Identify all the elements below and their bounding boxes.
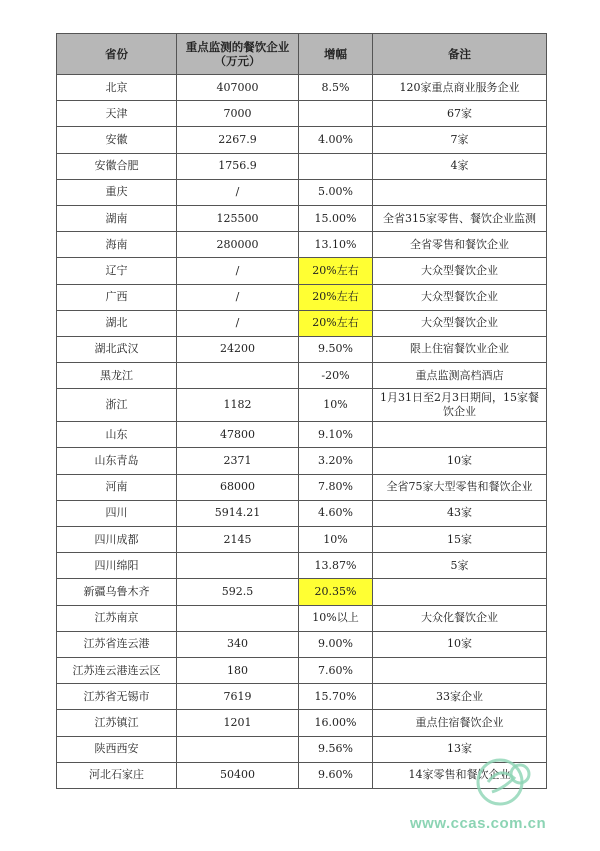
table-row <box>57 710 547 736</box>
table-row <box>57 336 547 362</box>
table-row <box>57 500 547 526</box>
cell-province: 新疆乌鲁木齐 <box>57 579 177 605</box>
cell-growth: 13.87% <box>299 553 373 579</box>
data-table <box>56 33 547 789</box>
table-row <box>57 448 547 474</box>
cell-province: 山东 <box>57 422 177 448</box>
cell-province: 四川绵阳 <box>57 553 177 579</box>
cell-growth: 9.10% <box>299 422 373 448</box>
cell-growth: 20%左右 <box>299 284 373 310</box>
cell-note: 大众化餐饮企业 <box>373 605 547 631</box>
table-row <box>57 527 547 553</box>
cell-note <box>373 579 547 605</box>
table-row <box>57 553 547 579</box>
cell-note: 全省零售和餐饮企业 <box>373 232 547 258</box>
table-row <box>57 422 547 448</box>
cell-value: 1756.9 <box>177 153 299 179</box>
cell-growth: 15.70% <box>299 684 373 710</box>
cell-growth: 10% <box>299 389 373 422</box>
cell-growth: 7.80% <box>299 474 373 500</box>
cell-growth: 7.60% <box>299 657 373 683</box>
table-row <box>57 205 547 231</box>
cell-value <box>177 363 299 389</box>
cell-note: 7家 <box>373 127 547 153</box>
cell-note: 10家 <box>373 448 547 474</box>
cell-value: 5914.21 <box>177 500 299 526</box>
cell-value: 50400 <box>177 762 299 788</box>
cell-note: 重点住宿餐饮企业 <box>373 710 547 736</box>
table-row <box>57 605 547 631</box>
cell-province: 天津 <box>57 101 177 127</box>
cell-note: 全省315家零售、餐饮企业监测 <box>373 205 547 231</box>
table-row <box>57 310 547 336</box>
cell-growth: 9.60% <box>299 762 373 788</box>
cell-growth <box>299 101 373 127</box>
table-row <box>57 153 547 179</box>
cell-growth: 20%左右 <box>299 258 373 284</box>
header-value: 重点监测的餐饮企业（万元） <box>177 34 299 75</box>
table-row <box>57 363 547 389</box>
cell-province: 重庆 <box>57 179 177 205</box>
cell-value: 47800 <box>177 422 299 448</box>
cell-note <box>373 179 547 205</box>
cell-note: 全省75家大型零售和餐饮企业 <box>373 474 547 500</box>
cell-growth: 15.00% <box>299 205 373 231</box>
cell-growth: 8.5% <box>299 75 373 101</box>
cell-value <box>177 736 299 762</box>
cell-value: 24200 <box>177 336 299 362</box>
table-row <box>57 389 547 422</box>
cell-value: 407000 <box>177 75 299 101</box>
table-body <box>57 75 547 789</box>
cell-note: 限上住宿餐饮业企业 <box>373 336 547 362</box>
table-row <box>57 258 547 284</box>
cell-value: 2267.9 <box>177 127 299 153</box>
table-row <box>57 684 547 710</box>
cell-province: 湖北武汉 <box>57 336 177 362</box>
table-row <box>57 232 547 258</box>
cell-growth <box>299 153 373 179</box>
cell-note: 大众型餐饮企业 <box>373 310 547 336</box>
cell-province: 河北石家庄 <box>57 762 177 788</box>
cell-growth: 9.50% <box>299 336 373 362</box>
header-note: 备注 <box>373 34 547 75</box>
cell-value: 2145 <box>177 527 299 553</box>
watermark-text: www.ccas.com.cn <box>410 815 547 832</box>
cell-note <box>373 657 547 683</box>
cell-value: / <box>177 284 299 310</box>
cell-province: 海南 <box>57 232 177 258</box>
cell-province: 河南 <box>57 474 177 500</box>
cell-value: 2371 <box>177 448 299 474</box>
cell-note: 67家 <box>373 101 547 127</box>
cell-province: 辽宁 <box>57 258 177 284</box>
header-growth: 增幅 <box>299 34 373 75</box>
cell-note: 120家重点商业服务企业 <box>373 75 547 101</box>
cell-growth: 9.56% <box>299 736 373 762</box>
ccas-logo-icon <box>470 752 540 812</box>
cell-growth: 4.00% <box>299 127 373 153</box>
cell-province: 江苏省连云港 <box>57 631 177 657</box>
table-row <box>57 179 547 205</box>
cell-note <box>373 422 547 448</box>
cell-note: 4家 <box>373 153 547 179</box>
cell-province: 山东青岛 <box>57 448 177 474</box>
cell-province: 广西 <box>57 284 177 310</box>
cell-value: 1201 <box>177 710 299 736</box>
cell-growth: 20%左右 <box>299 310 373 336</box>
table-row <box>57 101 547 127</box>
cell-province: 浙江 <box>57 389 177 422</box>
cell-province: 陕西西安 <box>57 736 177 762</box>
cell-value: / <box>177 310 299 336</box>
cell-growth: 5.00% <box>299 179 373 205</box>
cell-value <box>177 605 299 631</box>
cell-note: 33家企业 <box>373 684 547 710</box>
cell-province: 江苏连云港连云区 <box>57 657 177 683</box>
cell-note: 5家 <box>373 553 547 579</box>
cell-province: 江苏省无锡市 <box>57 684 177 710</box>
table-row <box>57 474 547 500</box>
cell-province: 湖南 <box>57 205 177 231</box>
cell-province: 四川成都 <box>57 527 177 553</box>
cell-value: 1182 <box>177 389 299 422</box>
cell-growth: 13.10% <box>299 232 373 258</box>
cell-value <box>177 553 299 579</box>
cell-note: 大众型餐饮企业 <box>373 284 547 310</box>
cell-value: 7000 <box>177 101 299 127</box>
cell-value: / <box>177 179 299 205</box>
cell-province: 江苏南京 <box>57 605 177 631</box>
cell-province: 四川 <box>57 500 177 526</box>
cell-growth: 16.00% <box>299 710 373 736</box>
cell-province: 安徽合肥 <box>57 153 177 179</box>
cell-growth: 4.60% <box>299 500 373 526</box>
table-row <box>57 75 547 101</box>
cell-note: 大众型餐饮企业 <box>373 258 547 284</box>
cell-province: 北京 <box>57 75 177 101</box>
cell-note: 14家零售和餐饮企业 <box>373 762 547 788</box>
cell-province: 黑龙江 <box>57 363 177 389</box>
cell-province: 湖北 <box>57 310 177 336</box>
cell-growth: 10%以上 <box>299 605 373 631</box>
cell-value: 592.5 <box>177 579 299 605</box>
table-header <box>57 34 547 75</box>
cell-growth: 9.00% <box>299 631 373 657</box>
cell-value: 340 <box>177 631 299 657</box>
cell-value: 125500 <box>177 205 299 231</box>
cell-note: 10家 <box>373 631 547 657</box>
cell-province: 安徽 <box>57 127 177 153</box>
cell-note: 43家 <box>373 500 547 526</box>
cell-growth: -20% <box>299 363 373 389</box>
cell-note: 1月31日至2月3日期间，15家餐饮企业 <box>373 389 547 422</box>
header-province: 省份 <box>57 34 177 75</box>
cell-growth: 20.35% <box>299 579 373 605</box>
cell-note: 13家 <box>373 736 547 762</box>
cell-growth: 3.20% <box>299 448 373 474</box>
table-row <box>57 127 547 153</box>
cell-growth: 10% <box>299 527 373 553</box>
table-row <box>57 579 547 605</box>
cell-note: 重点监测高档酒店 <box>373 363 547 389</box>
table-row <box>57 657 547 683</box>
table-row <box>57 631 547 657</box>
cell-note: 15家 <box>373 527 547 553</box>
cell-province: 江苏镇江 <box>57 710 177 736</box>
table-row <box>57 284 547 310</box>
cell-value: 68000 <box>177 474 299 500</box>
cell-value: 280000 <box>177 232 299 258</box>
cell-value: 7619 <box>177 684 299 710</box>
cell-value: / <box>177 258 299 284</box>
cell-value: 180 <box>177 657 299 683</box>
